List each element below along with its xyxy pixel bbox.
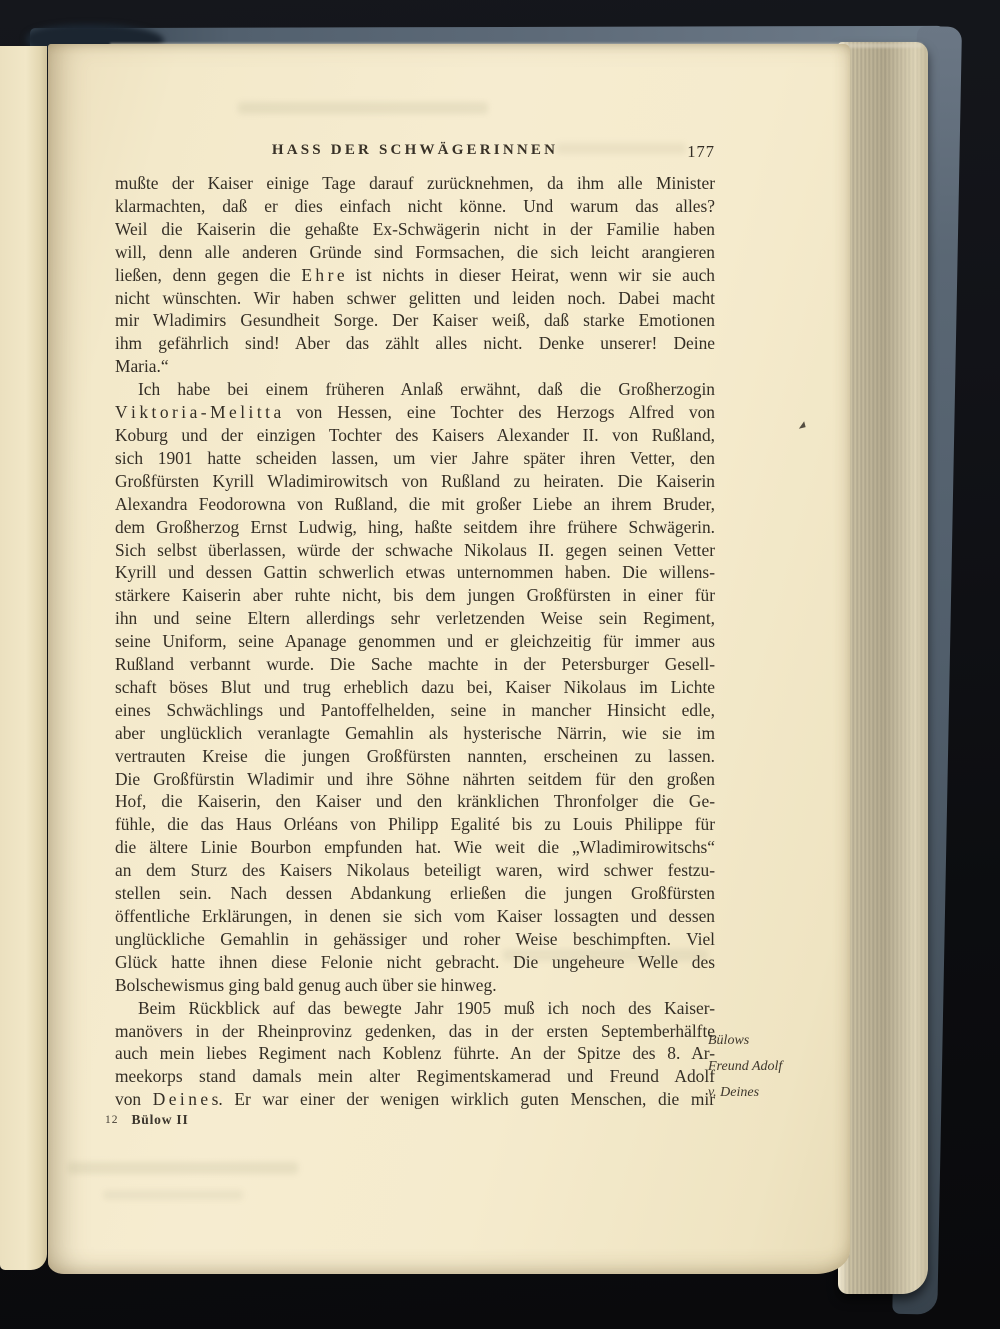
signature-number: 12 xyxy=(105,1114,119,1126)
margin-note xyxy=(708,1028,843,1106)
ink-speck xyxy=(797,421,805,429)
body-line: mußte der Kaiser einige Tage darauf zurücknehmen, da ihm alle Minister xyxy=(115,173,715,193)
page-number: 177 xyxy=(687,142,715,161)
body-line: meekorps stand damals mein alter Regimentskamerad und Freund Adolf xyxy=(115,1066,715,1087)
body-line: seine Uniform, seine Apanage genommen und er gleichzeitig für immer aus xyxy=(115,631,715,652)
margin-note-line: Bülows xyxy=(708,1033,750,1048)
show-through-smudge xyxy=(238,102,488,114)
chapter-running-title: HASS DER SCHWÄGERINNEN xyxy=(271,142,559,158)
body-line: aber unglücklich veranlagte Gemahlin als hysterische Närrin, wie sie im xyxy=(115,722,715,743)
body-line: Kyrill und dessen Gattin schwerlich etwas unternommen haben. Die willens- xyxy=(115,562,715,583)
body-line: ließen, denn gegen die E h r e ist nichts in dieser Heirat, wenn wir sie auch xyxy=(115,264,715,285)
body-line: stellen sein. Nach dessen Abdankung erließen die jungen Großfürsten xyxy=(115,883,715,904)
body-line: Glück hatte ihnen diese Felonie nicht gebracht. Die ungeheure Welle des xyxy=(115,951,715,972)
margin-note-line: Freund Adolf xyxy=(708,1059,783,1074)
body-line: schaft böses Blut und trug erheblich dazu bei, Kaiser Nikolaus im Lichte xyxy=(115,676,715,697)
body-line: Die Großfürstin Wladimir und ihre Söhne nährten seitdem für den großen xyxy=(115,768,715,789)
body-line: klarmachten, daß er dies einfach nicht könne. Und warum das alles? xyxy=(115,195,715,216)
body-line: auch mein liebes Regiment nach Koblenz führte. An der Spitze des 8. Ar- xyxy=(115,1043,715,1064)
body-line: Weil die Kaiserin die gehaßte Ex-Schwägerin nicht in der Familie haben xyxy=(115,218,715,239)
body-line: mir Wladimirs Gesundheit Sorge. Der Kaiser weiß, daß starke Emotionen xyxy=(115,310,715,331)
body-line: dem Großherzog Ernst Ludwig, hing, haßte seitdem ihre frühere Schwägerin. xyxy=(115,516,715,537)
signature-line xyxy=(105,1111,189,1129)
margin-note-line: v. Deines xyxy=(708,1085,760,1100)
body-line: sich 1901 hatte scheiden lassen, um vier Jahre später ihren Vetter, den xyxy=(115,447,715,468)
body-line: unglückliche Gemahlin in gehässiger und roher Weise beschimpften. Viel xyxy=(115,928,715,949)
body-line: Maria.“ xyxy=(115,356,169,377)
body-line: Sich selbst überlassen, würde der schwache Nikolaus II. gegen seinen Vetter xyxy=(115,539,715,560)
body-line: Ich habe bei einem früheren Anlaß erwähnt, daß die Großherzogin xyxy=(138,379,715,400)
body-line: Beim Rückblick auf das bewegte Jahr 1905 muß ich noch des Kaiser- xyxy=(138,997,715,1018)
body-line: Bolschewismus ging bald genug auch über sie hinweg. xyxy=(115,974,497,995)
body-line: öffentliche Erklärungen, in denen sie sich vom Kaiser lossagten und dessen xyxy=(115,906,715,926)
paragraph xyxy=(115,172,715,378)
body-line: die ältere Linie Bourbon empfunden hat. Wie weit die „Wladimirowitschs“ xyxy=(115,837,715,858)
running-header xyxy=(115,142,715,164)
body-line: Koburg und der einzigen Tochter des Kaisers Alexander II. von Rußland, xyxy=(115,424,715,445)
body-line: nicht wünschten. Wir haben schwer gelitten und leiden noch. Dabei macht xyxy=(115,287,715,308)
signature-label: Bülow II xyxy=(131,1112,189,1127)
body-line: will, denn alle anderen Gründe sind Formsachen, die sich leicht arangieren xyxy=(115,241,715,262)
show-through-smudge xyxy=(68,1162,298,1174)
body-line: Rußland verbannt wurde. Die Sache machte in der Petersburger Gesell- xyxy=(115,654,715,675)
facing-page-sliver xyxy=(0,46,47,1270)
body-line: an dem Sturz des Kaisers Nikolaus beteiligt waren, wird schwer festzu- xyxy=(115,860,715,881)
body-line: Alexandra Feodorowna von Rußland, die mit großer Liebe an ihrem Bruder, xyxy=(115,493,715,514)
body-line: stärkere Kaiserin aber ruhte nicht, bis dem jungen Großfürsten in einer für xyxy=(115,585,715,606)
paragraph xyxy=(115,997,715,1112)
show-through-smudge xyxy=(103,1190,243,1200)
body-line: fühle, die das Haus Orléans von Philipp Egalité bis zu Louis Philippe für xyxy=(115,814,715,835)
body-line: eines Schwächlings und Pantoffelhelden, seine in mancher Hinsicht edle, xyxy=(115,699,715,720)
body-line: V i k t o r i a - M e l i t t a von Hessen, eine Tochter des Herzogs Alfred von xyxy=(115,402,715,423)
fore-edge-page-stack xyxy=(838,42,928,1294)
paragraph xyxy=(115,378,715,996)
body-line: Hof, die Kaiserin, den Kaiser und den kränklichen Thronfolger die Ge- xyxy=(115,791,715,812)
body-line: ihn und seine Eltern allerdings sehr verletzenden Weise sein Regiment, xyxy=(115,608,715,629)
body-line: ihm gefährlich sind! Aber das zählt alles nicht. Denke unserer! Deine xyxy=(115,333,715,354)
book-page xyxy=(48,44,850,1274)
body-line: Großfürsten Kyrill Wladimirowitsch von Rußland zu heiraten. Die Kaiserin xyxy=(115,470,715,491)
body-text xyxy=(115,172,715,1111)
body-line: vertrauten Kreise die jungen Großfürsten nannten, erscheinen zu lassen. xyxy=(115,745,715,766)
body-line: von D e i n e s. Er war einer der wenigen wirklich guten Menschen, die mir xyxy=(115,1089,715,1110)
body-line: manövers in der Rheinprovinz gedenken, das in der ersten Septemberhälfte xyxy=(115,1020,715,1041)
